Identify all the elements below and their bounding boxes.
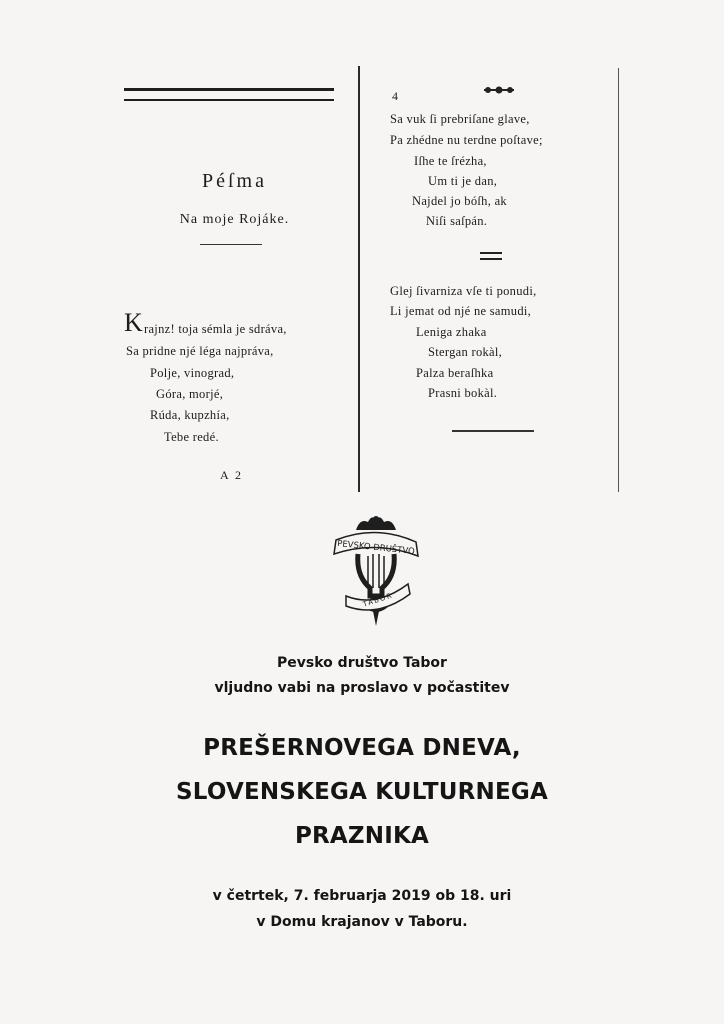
verse-line: Prasni bokàl. <box>428 386 498 400</box>
verse-line: Najdel jo bóſh, ak <box>412 194 507 208</box>
verse-line: Stergan rokàl, <box>428 345 503 359</box>
verse-line: Góra, morjé, <box>156 387 224 401</box>
title-rule <box>200 244 262 245</box>
headline-line: PRAZNIKA <box>294 823 430 849</box>
poem-title: Péſma <box>202 170 267 192</box>
book-spine-line <box>358 66 360 492</box>
headline-line: PREŠERNOVEGA DNEVA, <box>203 735 521 761</box>
signature-mark: A 2 <box>220 468 244 482</box>
ornament-icon <box>482 84 516 96</box>
verse-line: Pa zhédne nu terdne poſtave; <box>390 133 543 147</box>
venue-line: v Domu krajanov v Taboru. <box>256 914 468 930</box>
verse-line: Leniga zhaka <box>416 325 487 339</box>
date-line: v četrtek, 7. februarja 2019 ob 18. uri <box>212 888 512 904</box>
right-book-page <box>362 64 620 494</box>
verse-line: Polje, vinograd, <box>150 366 235 380</box>
verse-line: Iſhe te ſrézha, <box>414 154 487 168</box>
verse-line: Li jemat od njé ne samudi, <box>390 304 532 318</box>
verse-line: Tebe redé. <box>164 430 219 444</box>
verse-line: rajnz! toja sémla je sdráva, <box>144 322 287 336</box>
verse-line: Um ti je dan, <box>428 174 498 188</box>
verse-line: Glej ſivarniza vſe ti ponudi, <box>390 284 537 298</box>
society-name: Pevsko društvo Tabor <box>277 655 447 671</box>
logo-ribbon-bottom: TABOR <box>361 591 395 609</box>
stanza-divider <box>480 252 502 260</box>
end-rule <box>452 430 534 432</box>
verse-line: Niſi saſpán. <box>426 214 488 228</box>
society-logo-icon <box>326 514 426 632</box>
drop-cap: K <box>124 308 143 337</box>
logo-ribbon-top: PEVSKO DRUŠTVO <box>336 538 416 558</box>
verse-line: Palza beraſhka <box>416 366 494 380</box>
headline-line: SLOVENSKEGA KULTURNEGA <box>176 779 548 805</box>
page-number: 4 <box>392 89 398 103</box>
left-book-page <box>112 64 357 494</box>
invite-line: vljudno vabi na proslavo v počastitev <box>214 680 510 696</box>
verse-line: Sa pridne njé léga najpráva, <box>126 344 274 358</box>
poem-subtitle: Na moje Rojáke. <box>179 212 290 227</box>
verse-line: Sa vuk ſi prebriſane glave, <box>390 112 530 126</box>
header-double-rule <box>124 88 334 101</box>
verse-line: Rúda, kupzhía, <box>150 408 230 422</box>
